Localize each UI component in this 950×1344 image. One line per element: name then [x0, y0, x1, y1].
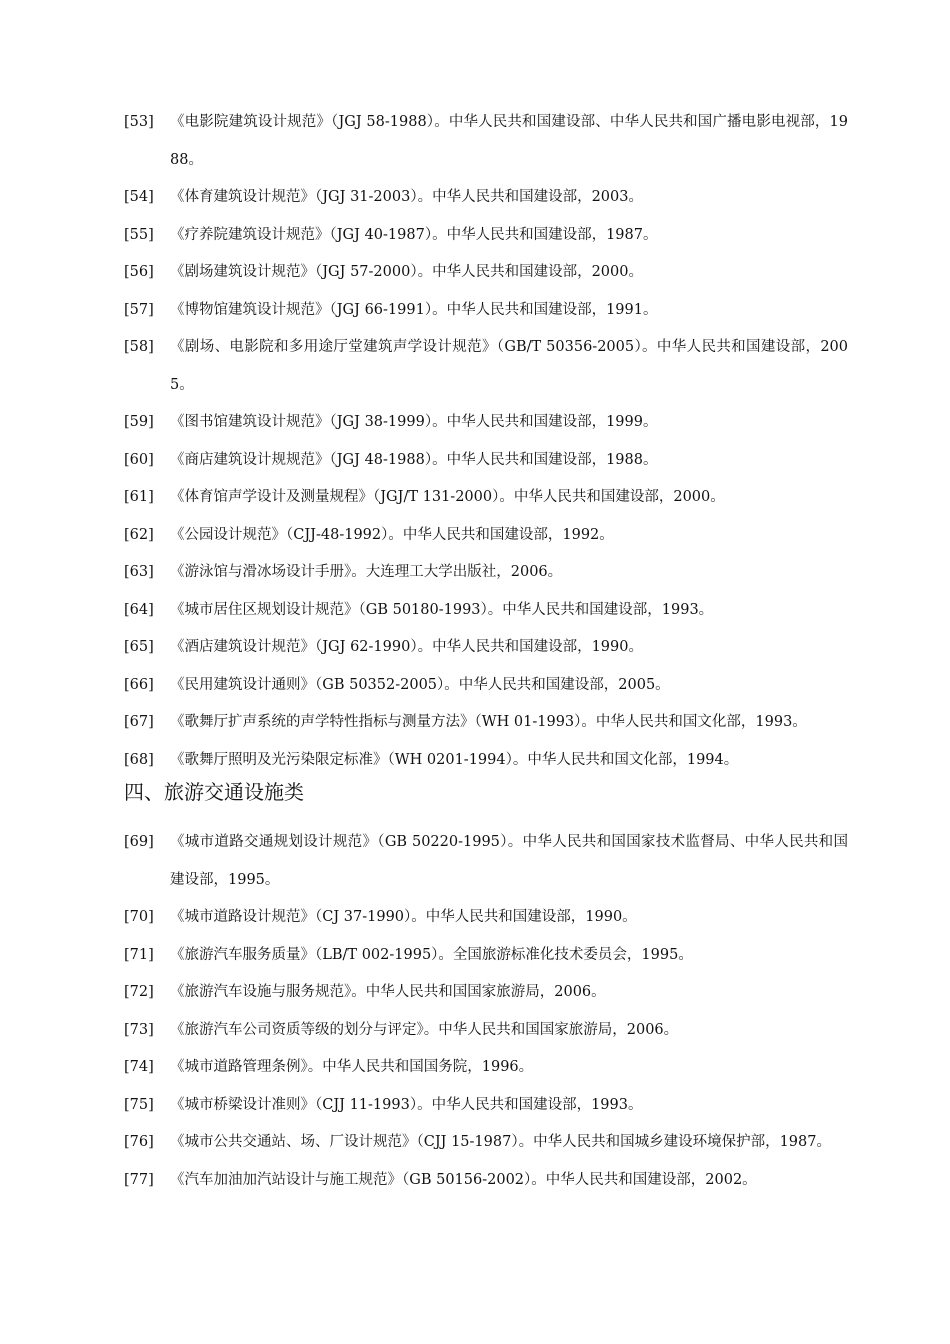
reference-number: [63] [124, 564, 154, 580]
reference-text: 《民用建筑设计通则》（GB 50352-2005）。中华人民共和国建设部，2005。 [170, 676, 670, 693]
reference-item [124, 554, 848, 592]
reference-number: [53] [124, 114, 154, 130]
reference-text: 《旅游汽车服务质量》（LB/T 002-1995）。全国旅游标准化技术委员会，1995。 [170, 946, 693, 963]
reference-list-part1 [124, 104, 848, 779]
reference-item [124, 517, 848, 555]
reference-number: [56] [124, 264, 154, 280]
reference-text: 《博物馆建筑设计规范》（JGJ 66-1991）。中华人民共和国建设部，1991。 [170, 301, 658, 318]
reference-text: 《城市桥梁设计准则》（CJJ 11-1993）。中华人民共和国建设部，1993。 [170, 1096, 643, 1113]
reference-item [124, 1087, 848, 1125]
reference-number: [67] [124, 714, 154, 730]
reference-number: [57] [124, 301, 154, 318]
reference-item [124, 104, 848, 179]
reference-text: 《汽车加油加汽站设计与施工规范》（GB 50156-2002）。中华人民共和国建设部，2002。 [170, 1171, 757, 1188]
reference-item [124, 667, 848, 705]
reference-text: 《酒店建筑设计规范》（JGJ 62-1990）。中华人民共和国建设部，1990。 [170, 639, 643, 655]
reference-item [124, 292, 848, 330]
reference-number: [71] [124, 946, 154, 963]
reference-item [124, 592, 848, 630]
reference-item [124, 974, 848, 1012]
reference-text: 《旅游汽车设施与服务规范》。中华人民共和国国家旅游局，2006。 [170, 984, 606, 1000]
reference-number: [58] [124, 339, 154, 355]
reference-number: [55] [124, 226, 154, 243]
reference-number: [75] [124, 1096, 154, 1113]
reference-text: 《歌舞厅照明及光污染限定标准》（WH 0201-1994）。中华人民共和国文化部，1994。 [170, 751, 739, 768]
reference-list-part2 [124, 824, 848, 1199]
reference-number: [74] [124, 1059, 154, 1075]
reference-number: [54] [124, 189, 154, 205]
reference-number: [60] [124, 451, 154, 468]
reference-item [124, 1012, 848, 1050]
reference-item [124, 824, 848, 899]
reference-item [124, 217, 848, 255]
reference-text: 《剧场、电影院和多用途厅堂建筑声学设计规范》（GB/T 50356-2005）。中华人民共和国建设部，2005。 [170, 339, 848, 393]
reference-item [124, 1162, 848, 1200]
reference-text: 《游泳馆与滑冰场设计手册》。大连理工大学出版社，2006。 [170, 564, 563, 580]
reference-number: [70] [124, 909, 154, 925]
reference-number: [66] [124, 676, 154, 693]
reference-item [124, 704, 848, 742]
reference-number: [68] [124, 751, 154, 768]
reference-item [124, 479, 848, 517]
reference-item [124, 1049, 848, 1087]
reference-item [124, 404, 848, 442]
reference-text: 《公园设计规范》（CJJ-48-1992）。中华人民共和国建设部，1992。 [170, 526, 614, 543]
reference-text: 《体育建筑设计规范》（JGJ 31-2003）。中华人民共和国建设部，2003。 [170, 189, 643, 205]
reference-number: [59] [124, 414, 154, 430]
reference-text: 《商店建筑设计规规范》（JGJ 48-1988）。中华人民共和国建设部，1988。 [170, 451, 658, 468]
reference-item [124, 179, 848, 217]
reference-number: [69] [124, 834, 154, 850]
reference-text: 《旅游汽车公司资质等级的划分与评定》。中华人民共和国国家旅游局，2006。 [170, 1021, 679, 1038]
reference-text: 《城市公共交通站、场、厂设计规范》（CJJ 15-1987）。中华人民共和国城乡建设环境保护部，1987。 [170, 1134, 831, 1150]
reference-number: [72] [124, 984, 154, 1000]
reference-number: [77] [124, 1171, 154, 1188]
reference-text: 《城市道路交通规划设计规范》（GB 50220-1995）。中华人民共和国国家技术监督局、中华人民共和国建设部，1995。 [170, 834, 848, 888]
reference-text: 《剧场建筑设计规范》（JGJ 57-2000）。中华人民共和国建设部，2000。 [170, 264, 643, 280]
reference-text: 《疗养院建筑设计规范》（JGJ 40-1987）。中华人民共和国建设部，1987。 [170, 226, 658, 243]
reference-item [124, 329, 848, 404]
reference-text: 《城市道路设计规范》（CJ 37-1990）。中华人民共和国建设部，1990。 [170, 909, 637, 925]
reference-number: [64] [124, 601, 154, 618]
reference-text: 《体育馆声学设计及测量规程》（JGJ/T 131-2000）。中华人民共和国建设部，2000。 [170, 489, 725, 505]
section-heading: 四、旅游交通设施类 [124, 780, 304, 804]
reference-text: 《城市道路管理条例》。中华人民共和国国务院，1996。 [170, 1059, 534, 1075]
reference-text: 《城市居住区规划设计规范》（GB 50180-1993）。中华人民共和国建设部，1993。 [170, 601, 714, 618]
reference-item [124, 442, 848, 480]
reference-text: 《电影院建筑设计规范》（JGJ 58-1988）。中华人民共和国建设部、中华人民共和国广播电影电视部，1988。 [170, 114, 848, 168]
reference-number: [61] [124, 489, 154, 505]
reference-item [124, 899, 848, 937]
reference-number: [62] [124, 526, 154, 543]
reference-item [124, 629, 848, 667]
reference-text: 《图书馆建筑设计规范》（JGJ 38-1999）。中华人民共和国建设部，1999。 [170, 414, 658, 430]
reference-number: [76] [124, 1134, 154, 1150]
reference-number: [65] [124, 639, 154, 655]
reference-item [124, 1124, 848, 1162]
reference-number: [73] [124, 1021, 154, 1038]
reference-item [124, 254, 848, 292]
reference-text: 《歌舞厅扩声系统的声学特性指标与测量方法》（WH 01-1993）。中华人民共和国文化部，1993。 [170, 714, 807, 730]
reference-item [124, 937, 848, 975]
